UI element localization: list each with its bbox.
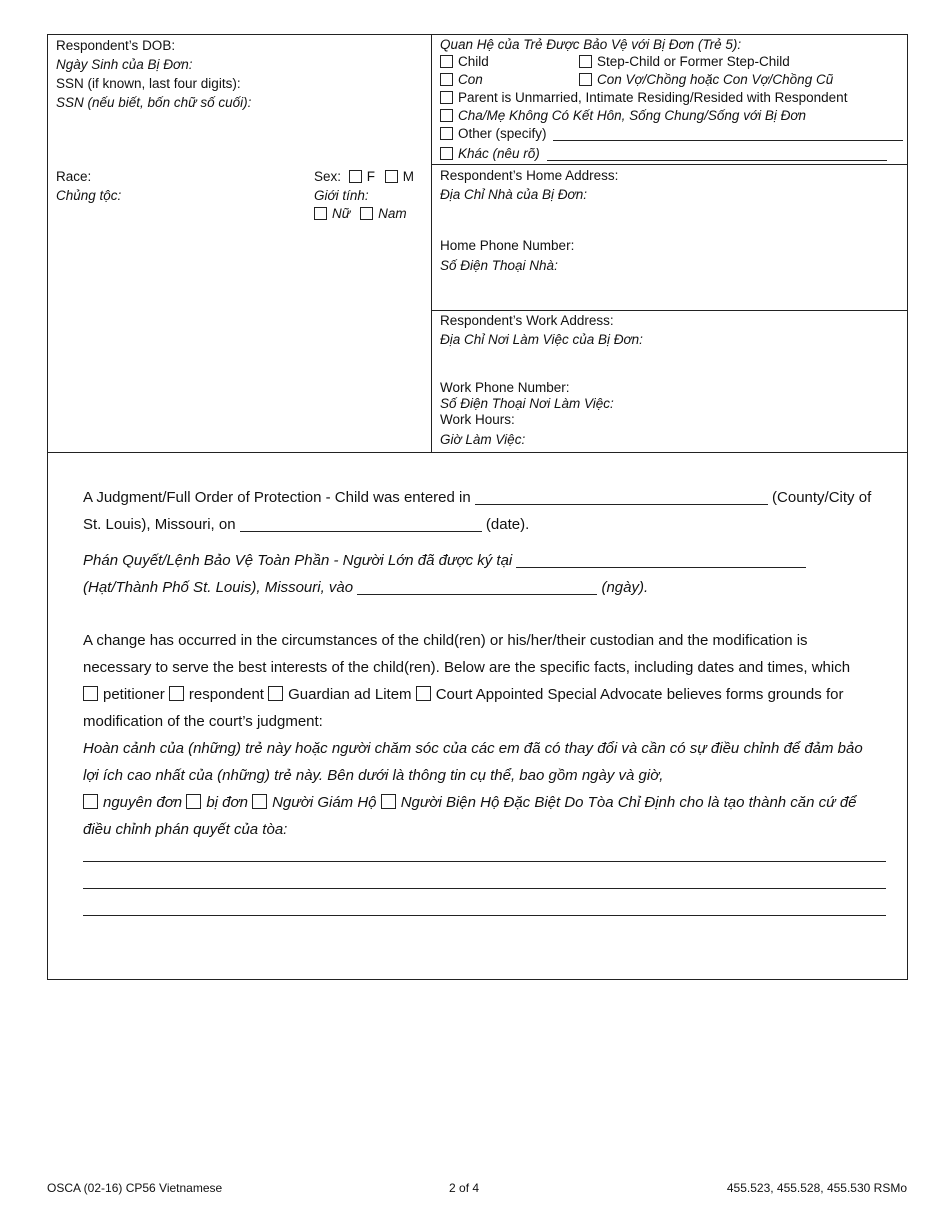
respondent-label: respondent [188, 686, 264, 703]
sex-label: Sex: [314, 169, 342, 184]
khac-checkbox[interactable] [440, 147, 453, 160]
judgment-line-2: St. Louis), Missouri, on (date). [83, 516, 530, 533]
nguoi-bien-ho-label: Người Biện Hộ Đặc Biệt Do Tòa Chỉ Định cho là tạo thành căn cứ để [400, 794, 857, 811]
cha-me-checkbox[interactable] [440, 109, 453, 122]
petitioner-checkbox[interactable] [83, 686, 98, 701]
other-label: Other (specify) [458, 126, 547, 141]
sex-nu-checkbox[interactable] [314, 207, 327, 220]
con-checkbox[interactable] [440, 73, 453, 86]
khac-label: Khác (nêu rõ) [458, 146, 540, 161]
judgment-vi-line-2: (Hạt/Thành Phố St. Louis), Missouri, vào (ngày). [83, 579, 649, 596]
bi-don-label: bị đơn [206, 794, 248, 811]
page-current: 2 [449, 1181, 456, 1195]
home-phone-label-vi: Số Điện Thoại Nhà: [440, 258, 558, 273]
work-address-label: Respondent’s Work Address: [440, 313, 614, 328]
sex-f-label: F [366, 169, 376, 184]
table-row-divider-1 [431, 164, 908, 165]
parent-unmarried-label: Parent is Unmarried, Intimate Residing/Resided with Respondent [458, 90, 848, 105]
change-vi-options-row [83, 789, 857, 816]
sex-m-checkbox[interactable] [385, 170, 398, 183]
footer-form-id: OSCA (02-16) CP56 Vietnamese [47, 1181, 223, 1195]
race-label-vi: Chủng tộc: [56, 188, 122, 203]
casa-label: Court Appointed Special Advocate believes forms grounds for [435, 686, 844, 703]
step-child-checkbox[interactable] [579, 55, 592, 68]
nguyen-don-checkbox[interactable] [83, 794, 98, 809]
sex-label-vi: Giới tính: [314, 188, 369, 203]
change-line-1: A change has occurred in the circumstances of the child(ren) or his/her/their custodian and the modification is [83, 632, 808, 649]
bi-don-checkbox[interactable] [186, 794, 201, 809]
other-specify-field[interactable] [553, 140, 903, 141]
home-address-label-vi: Địa Chỉ Nhà của Bị Đơn: [440, 187, 587, 202]
step-child-label: Step-Child or Former Step-Child [597, 54, 790, 69]
guardian-label: Guardian ad Litem [288, 686, 412, 703]
relationship-child-option-vi [440, 71, 483, 89]
sex-f-checkbox[interactable] [349, 170, 362, 183]
table-column-divider [431, 34, 432, 453]
change-line-2: necessary to serve the best interests of the child(ren). Below are the specific facts, including dates and times, which [83, 659, 851, 676]
relationship-stepchild-option-vi [579, 71, 833, 89]
child-checkbox[interactable] [440, 55, 453, 68]
sex-nu-label: Nữ [332, 206, 351, 221]
nguoi-bien-ho-checkbox[interactable] [381, 794, 396, 809]
table-row-divider-2 [431, 310, 908, 311]
relationship-heading-vi: Quan Hệ của Trẻ Được Bảo Vệ với Bị Đơn (Trẻ 5): [440, 37, 742, 52]
judgment-county-field[interactable] [475, 504, 768, 505]
sex-m-label: M [402, 169, 415, 184]
home-address-label: Respondent’s Home Address: [440, 168, 619, 183]
judgment-date-field-vi[interactable] [357, 594, 597, 595]
change-options-row [83, 681, 843, 708]
nguoi-giam-ho-checkbox[interactable] [252, 794, 267, 809]
footer-page-number [449, 1181, 479, 1195]
ssn-label: SSN (if known, last four digits): [56, 76, 241, 91]
page-of: of [459, 1181, 470, 1195]
relationship-parent-option-vi [440, 107, 806, 125]
change-vi-line-1: Hoàn cảnh của (những) trẻ này hoặc người chăm sóc của các em đã có thay đổi và cần có sự điều chỉnh để đảm bảo [83, 740, 863, 757]
relationship-other-option [440, 125, 903, 143]
con-vo-chong-label: Con Vợ/Chồng hoặc Con Vợ/Chồng Cũ [597, 72, 834, 87]
change-vi-line-2: lợi ích cao nhất của (những) trẻ này. Bên dưới là thông tin cụ thể, bao gồm ngày và giờ, [83, 767, 664, 784]
relationship-child-option [440, 53, 489, 71]
child-label: Child [458, 54, 489, 69]
petitioner-label: petitioner [103, 686, 165, 703]
work-address-label-vi: Địa Chỉ Nơi Làm Việc của Bị Đơn: [440, 332, 643, 347]
con-vo-chong-checkbox[interactable] [579, 73, 592, 86]
answer-line-1[interactable] [83, 861, 886, 862]
judgment-line-1: A Judgment/Full Order of Protection - Child was entered in (County/City of [83, 489, 872, 506]
dob-label: Respondent’s DOB: [56, 38, 176, 53]
sex-row-vi [314, 205, 407, 223]
relationship-other-option-vi [440, 145, 887, 163]
con-label: Con [458, 72, 483, 87]
answer-line-2[interactable] [83, 888, 886, 889]
guardian-checkbox[interactable] [268, 686, 283, 701]
home-phone-label: Home Phone Number: [440, 238, 575, 253]
sex-row [314, 168, 414, 186]
change-line-4: modification of the court’s judgment: [83, 713, 323, 730]
work-hours-label-vi: Giờ Làm Việc: [440, 432, 526, 447]
nguyen-don-label: nguyên đơn [103, 794, 183, 811]
other-checkbox[interactable] [440, 127, 453, 140]
respondent-checkbox[interactable] [169, 686, 184, 701]
change-vi-line-4: điều chỉnh phán quyết của tòa: [83, 821, 288, 838]
sex-nam-label: Nam [378, 206, 407, 221]
dob-label-vi: Ngày Sinh của Bị Đơn: [56, 57, 193, 72]
sex-nam-checkbox[interactable] [360, 207, 373, 220]
work-hours-label: Work Hours: [440, 412, 515, 427]
parent-unmarried-checkbox[interactable] [440, 91, 453, 104]
footer-statutes: 455.523, 455.528, 455.530 RSMo [726, 1181, 907, 1195]
relationship-parent-option [440, 89, 847, 107]
answer-line-3[interactable] [83, 915, 886, 916]
cha-me-label: Cha/Mẹ Không Có Kết Hôn, Sống Chung/Sống với Bị Đơn [458, 108, 807, 123]
ssn-label-vi: SSN (nếu biết, bốn chữ số cuối): [56, 95, 252, 110]
judgment-vi-line-1: Phán Quyết/Lệnh Bảo Vệ Toàn Phần - Người Lớn đã được ký tại [83, 547, 806, 574]
judgment-date-field[interactable] [240, 531, 482, 532]
relationship-stepchild-option [579, 53, 790, 71]
nguoi-giam-ho-label: Người Giám Hộ [272, 794, 377, 811]
khac-specify-field[interactable] [547, 160, 887, 161]
page-total: 4 [472, 1181, 480, 1195]
judgment-county-field-vi[interactable] [516, 567, 806, 568]
work-phone-label: Work Phone Number: [440, 380, 570, 395]
work-phone-label-vi: Số Điện Thoại Nơi Làm Việc: [440, 396, 614, 411]
race-label: Race: [56, 169, 92, 184]
casa-checkbox[interactable] [416, 686, 431, 701]
